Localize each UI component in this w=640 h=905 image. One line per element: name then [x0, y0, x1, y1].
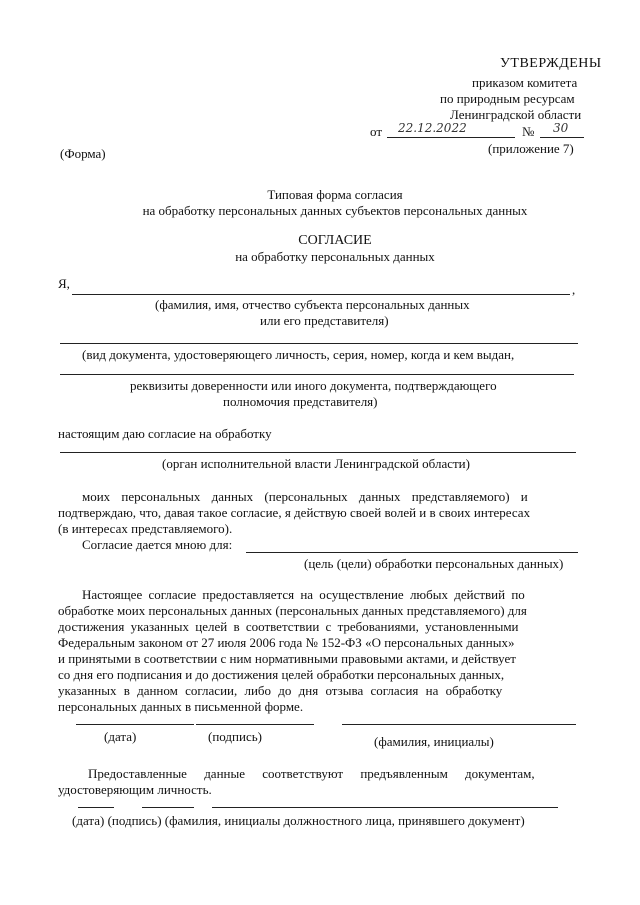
consent-title: СОГЛАСИЕ [298, 233, 372, 248]
doc-field[interactable] [60, 343, 578, 344]
order-number-label: № [522, 124, 535, 139]
purpose-caption: (цель (цели) обработки персональных данных) [304, 556, 564, 571]
signature-sign-caption: (подпись) [208, 729, 262, 744]
paragraph1-line1: моих персональных данных (персональных данных представляемого) и [82, 489, 528, 504]
document-title-line2: на обработку персональных данных субъектов персональных данных [142, 203, 528, 218]
i-label: Я, [58, 276, 70, 291]
paragraph2-line4: Федеральным законом от 27 июля 2006 года № 152-ФЗ «О персональных данных» [58, 635, 515, 650]
rekv-field[interactable] [60, 374, 574, 375]
rekv-caption-2: полномочия представителя) [223, 394, 378, 409]
appendix-label: (приложение 7) [488, 141, 574, 156]
verify-sign-field[interactable] [142, 807, 194, 808]
signature-fio-caption: (фамилия, инициалы) [374, 734, 494, 749]
fio-caption-1: (фамилия, имя, отчество субъекта персональных данных [155, 297, 470, 312]
document-title-line1: Типовая форма согласия [267, 187, 403, 202]
purpose-label: Согласие дается мною для: [82, 537, 233, 552]
purpose-field[interactable] [246, 552, 578, 553]
approved-by-line1: приказом комитета [472, 75, 578, 90]
organ-caption: (орган исполнительной власти Ленинградской области) [162, 456, 470, 471]
form-label: (Форма) [60, 146, 106, 161]
fio-comma: , [572, 282, 576, 297]
order-date-handwritten: 22.12.2022 [398, 121, 467, 135]
fio-field[interactable] [72, 294, 570, 295]
approved-by-line3: Ленинградской области [450, 107, 582, 122]
approved-heading: УТВЕРЖДЕНЫ [500, 56, 602, 71]
paragraph2-line5: и принятыми в соответствии с ним нормативными правовыми актами, и действует [58, 651, 516, 666]
paragraph2-line7: указанных в данном согласии, либо до дня отзыва согласия на обработку [58, 683, 503, 698]
signature-fio-field[interactable] [342, 724, 576, 725]
paragraph2-line8: персональных данных в письменной форме. [58, 699, 304, 714]
signature-date-caption: (дата) [104, 729, 137, 744]
organ-field[interactable] [60, 452, 576, 453]
fio-caption-2: или его представителя) [260, 313, 389, 328]
rekv-caption-1: реквизиты доверенности или иного документа, подтверждающего [130, 378, 497, 393]
order-number-line [540, 137, 584, 138]
consent-to-text: настоящим даю согласие на обработку [58, 426, 272, 441]
paragraph2-line2: обработке моих персональных данных (персональных данных представляемого) для [58, 603, 527, 618]
doc-caption: (вид документа, удостоверяющего личность, серия, номер, когда и кем выдан, [82, 347, 515, 362]
paragraph2-line1: Настоящее согласие предоставляется на осуществление любых действий по [82, 587, 525, 602]
verification-line2: удостоверяющим личность. [58, 782, 212, 797]
verification-caption: (дата) (подпись) (фамилия, инициалы должностного лица, принявшего документ) [72, 813, 525, 828]
signature-sign-field[interactable] [196, 724, 314, 725]
signature-date-field[interactable] [76, 724, 194, 725]
verification-line1: Предоставленные данные соответствуют предъявленным документам, [88, 766, 535, 781]
order-number-handwritten: 30 [553, 121, 569, 135]
paragraph1-line3: (в интересах представляемого). [58, 521, 233, 536]
consent-subtitle: на обработку персональных данных [235, 249, 435, 264]
order-date-label: от [370, 124, 383, 139]
paragraph2-line3: достижения указанных целей в соответствии с требованиями, установленными [58, 619, 519, 634]
order-date-line [387, 137, 515, 138]
verify-date-field[interactable] [78, 807, 114, 808]
verify-fio-field[interactable] [212, 807, 558, 808]
approved-by-line2: по природным ресурсам [440, 91, 575, 106]
paragraph2-line6: со дня его подписания и до достижения целей обработки персональных данных, [58, 667, 505, 682]
paragraph1-line2: подтверждаю, что, давая такое согласие, я действую своей волей и в своих интересах [58, 505, 531, 520]
